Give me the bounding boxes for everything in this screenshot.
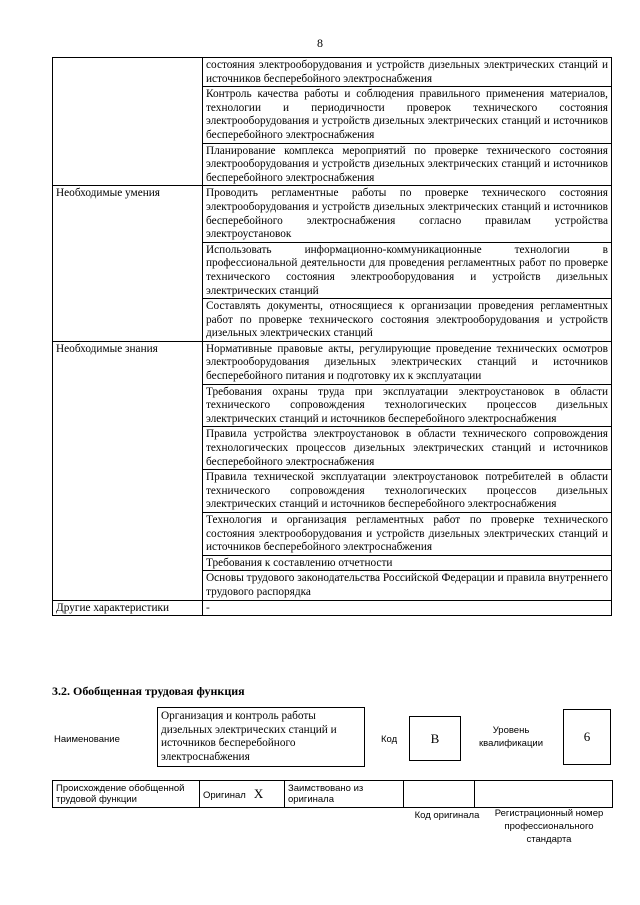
original-code-caption: Код оригинала [414,810,480,821]
page-number: 8 [317,36,323,50]
table-row [53,341,612,384]
name-label: Наименование [54,734,120,745]
code-box: B [409,716,461,761]
row-value: Составлять документы, относящиеся к организации проведения регламентных работ по проверке технического состояния электрооборудования и устройств дизельных электрических станций [203,299,612,342]
row-value: Требования к составлению отчетности [203,555,612,571]
row-value: Контроль качества работы и соблюдения правильного применения материалов, технологии и периодичности проверок технического состояния электрооборудования и устройств дизельных электрических станций и источников бесперебойного электроснабжения [203,87,612,143]
row-value: - [203,600,612,616]
original-label: Оригинал [203,789,246,801]
function-name-box: Организация и контроль работы дизельных электрических станций и источников бесперебойного электроснабжения [157,707,365,767]
row-value: Планирование комплекса мероприятий по проверке технического состояния электрооборудования и устройств дизельных электрических станций и источников бесперебойного электроснабжения [203,143,612,186]
section-title: 3.2. Обобщенная трудовая функция [52,684,245,698]
row-value: состояния электрооборудования и устройств дизельных электрических станций и источников бесперебойного электроснабжения [203,58,612,87]
table-row [53,58,612,87]
row-value: Использовать информационно-коммуникационные технологии в профессиональной деятельности для проведения регламентных работ по проверке технического состояния электрооборудования и устройств дизельных электрических станций [203,242,612,298]
level-box: 6 [563,709,611,765]
row-value: Проводить регламентные работы по проверке технического состояния электрооборудования и устройств дизельных электрических станций и источников бесперебойного электроснабжения согласно правилам устройства электроустановок [203,186,612,242]
row-label-knowledge: Необходимые знания [53,341,203,600]
original-code-cell [404,781,475,808]
row-value: Основы трудового законодательства Российской Федерации и правила внутреннего трудового распорядка [203,571,612,600]
level-label: Уровень квалификации [478,725,544,749]
origin-table [52,780,613,808]
row-label-other: Другие характеристики [53,600,203,616]
row-label [53,58,203,186]
origin-label: Происхождение обобщенной трудовой функции [53,781,200,808]
row-value: Технология и организация регламентных работ по проверке технического состояния электрооборудования и устройств дизельных электрических станций и источников бесперебойного электроснабжения [203,513,612,556]
row-value: Требования охраны труда при эксплуатации электроустановок в области технического сопровождения технологических процессов дизельных электрических станций и источников бесперебойного электроснабжения [203,384,612,427]
row-value: Нормативные правовые акты, регулирующие проведение технических осмотров электрооборудования дизельных электрических станций и источников бесперебойного питания и подготовку их к эксплуатации [203,341,612,384]
table-row [53,781,613,808]
reg-number-cell [475,781,613,808]
reg-number-caption: Регистрационный номер профессионального стандарта [494,808,604,845]
row-value: Правила технической эксплуатации электроустановок потребителей в области технического сопровождения технологических процессов дизельных электрических станций и источников бесперебойного электроснабжения [203,470,612,513]
table-row [53,600,612,616]
original-mark: X [253,785,264,801]
original-cell [200,781,285,808]
row-value: Правила устройства электроустановок в области технического сопровождения технологических процессов дизельных электрических станций и источников бесперебойного электроснабжения [203,427,612,470]
borrowed-label: Заимствовано из оригинала [285,781,404,808]
row-label-skills: Необходимые умения [53,186,203,342]
code-label: Код [381,734,398,745]
table-row [53,186,612,242]
labor-function-table [52,57,612,616]
